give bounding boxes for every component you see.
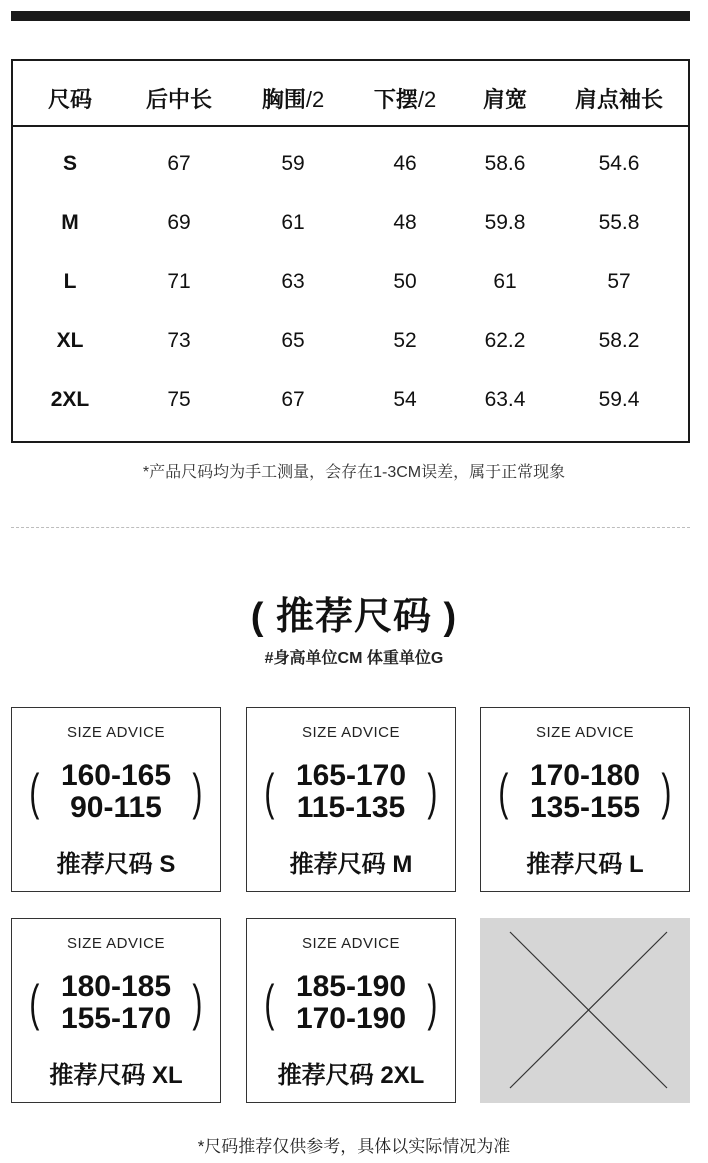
recommended-size: 推荐尺码 L: [526, 851, 644, 878]
card-label: SIZE ADVICE: [66, 935, 166, 952]
weight-range: 90-115: [70, 791, 162, 824]
height-range: 165-170: [295, 759, 407, 792]
dashed-divider: [11, 527, 690, 528]
table-cell: 58.2: [598, 329, 640, 352]
left-paren: (: [498, 764, 509, 820]
table-cell: 63: [281, 270, 305, 293]
table-row: [13, 371, 688, 430]
empty-placeholder-cross-icon: [480, 918, 690, 1103]
weight-range: 135-155: [529, 791, 641, 824]
left-paren: (: [29, 764, 40, 820]
height-range: 180-185: [60, 970, 172, 1003]
right-paren: ): [192, 764, 203, 820]
left-paren: (: [29, 975, 40, 1031]
size-advice-card: [480, 707, 690, 892]
table-cell: 52: [393, 329, 417, 352]
table-row: [13, 253, 688, 312]
height-range: 170-180: [529, 759, 641, 792]
table-row: [13, 194, 688, 253]
left-paren: (: [264, 975, 275, 1031]
table-cell: XL: [56, 329, 84, 352]
table-cell: 50: [393, 270, 417, 293]
table-cell: 46: [393, 152, 417, 175]
table-cell: 55.8: [598, 211, 640, 234]
size-advice-card: [11, 707, 221, 892]
measurement-note: *产品尺码均为手工测量，会存在1-3CM误差，属于正常现象: [142, 464, 566, 481]
table-cell: 75: [167, 388, 191, 411]
table-cell: 61: [281, 211, 305, 234]
table-cell: 59: [281, 152, 305, 175]
header-back-length: 后中长: [145, 87, 213, 112]
table-cell: 69: [167, 211, 191, 234]
recommended-size: 推荐尺码 M: [289, 851, 413, 878]
recommended-size: 推荐尺码 XL: [49, 1062, 183, 1089]
weight-range: 170-190: [295, 1002, 407, 1035]
right-paren: ): [192, 975, 203, 1031]
left-paren: (: [264, 764, 275, 820]
footer-note: *尺码推荐仅供参考，具体以实际情况为准: [197, 1137, 511, 1156]
recommended-size: 推荐尺码 S: [56, 851, 176, 878]
table-cell: L: [63, 270, 77, 293]
table-cell: S: [62, 152, 78, 175]
table-cell: 54: [393, 388, 417, 411]
size-advice-card: [11, 918, 221, 1103]
table-cell: 57: [607, 270, 631, 293]
table-cell: 58.6: [484, 152, 526, 175]
table-header-row: [13, 61, 688, 127]
height-range: 185-190: [295, 970, 407, 1003]
header-shoulder: 肩宽: [482, 87, 528, 112]
top-divider-bar: [11, 11, 690, 21]
header-size: 尺码: [47, 87, 93, 112]
table-cell: 67: [167, 152, 191, 175]
header-sleeve: 肩点袖长: [574, 87, 664, 112]
table-cell: 65: [281, 329, 305, 352]
size-advice-card: [246, 707, 456, 892]
right-paren: ): [427, 975, 438, 1031]
table-cell: 67: [281, 388, 305, 411]
table-cell: 59.8: [484, 211, 526, 234]
size-advice-card: [246, 918, 456, 1103]
right-paren: ): [661, 764, 672, 820]
table-row: [13, 135, 688, 194]
table-cell: 73: [167, 329, 191, 352]
table-row: [13, 312, 688, 371]
table-cell: 59.4: [598, 388, 640, 411]
weight-range: 155-170: [60, 1002, 172, 1035]
table-cell: 2XL: [50, 388, 90, 411]
table-cell: 48: [393, 211, 417, 234]
card-label: SIZE ADVICE: [535, 724, 635, 741]
size-chart-table: [11, 59, 690, 443]
recommend-subtitle: #身高单位CM 体重单位G: [264, 650, 444, 667]
header-hem: 下摆/2: [373, 87, 437, 112]
card-label: SIZE ADVICE: [301, 935, 401, 952]
table-cell: 62.2: [484, 329, 526, 352]
right-paren: ): [427, 764, 438, 820]
table-cell: M: [61, 211, 79, 234]
weight-range: 115-135: [296, 791, 406, 824]
table-cell: 61: [493, 270, 517, 293]
card-label: SIZE ADVICE: [66, 724, 166, 741]
recommended-size: 推荐尺码 2XL: [277, 1062, 425, 1089]
recommend-title: ( 推荐尺码 ): [250, 596, 458, 638]
table-cell: 54.6: [598, 152, 640, 175]
header-chest: 胸围/2: [261, 87, 325, 112]
card-label: SIZE ADVICE: [301, 724, 401, 741]
table-cell: 63.4: [484, 388, 526, 411]
height-range: 160-165: [60, 759, 172, 792]
table-cell: 71: [167, 270, 191, 293]
